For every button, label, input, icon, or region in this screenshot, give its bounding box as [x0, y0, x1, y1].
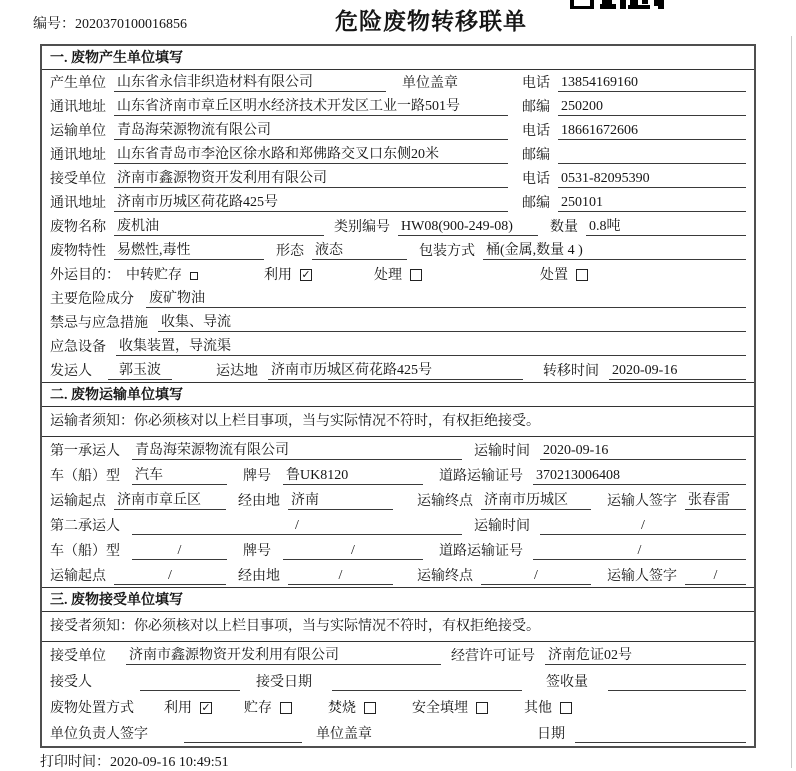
waste-property-label: 废物特性 — [50, 244, 106, 259]
shipper-value: 郭玉波 — [108, 361, 172, 380]
vehicle-type2-label: 车（船）型 — [50, 544, 120, 559]
producer-label: 产生单位 — [50, 76, 106, 91]
origin2-value: / — [114, 566, 226, 585]
row-hazard-component — [42, 286, 754, 310]
transporter-zip-value — [558, 145, 746, 164]
quantity-value: 0.8吨 — [586, 217, 746, 236]
origin1-label: 运输起点 — [50, 494, 106, 509]
receiver-address-label: 通讯地址 — [50, 196, 106, 211]
row-manager-signature — [42, 720, 754, 746]
sign1-label: 运输人签字 — [607, 494, 677, 509]
date-value — [575, 724, 746, 743]
physical-form-value: 液态 — [312, 241, 407, 260]
end1-label: 运输终点 — [417, 494, 473, 509]
producer-phone-label: 电话 — [522, 76, 550, 91]
road-license2-value: / — [533, 541, 746, 560]
row-recipient — [42, 668, 754, 694]
transport-time1-label: 运输时间 — [474, 444, 530, 459]
sign2-label: 运输人签字 — [607, 569, 677, 584]
transporter-address-label: 通讯地址 — [50, 148, 106, 163]
manager-signature-label: 单位负责人签字 — [50, 727, 148, 742]
via2-label: 经由地 — [238, 569, 280, 584]
emergency-equipment-value: 收集装置，导流渠 — [116, 337, 746, 356]
disposal-option-utilize-label: 利用 — [164, 701, 192, 716]
producer-seal-label: 单位盖章 — [402, 76, 458, 91]
destination-value: 济南市历城区荷花路425号 — [268, 361, 523, 380]
print-time-value: 2020-09-16 10:49:51 — [110, 755, 229, 770]
disposal-utilize-checkbox — [200, 702, 212, 714]
disposal-other-checkbox — [560, 702, 572, 714]
producer-address-value: 山东省济南市章丘区明水经济技术开发区工业一路501号 — [114, 97, 508, 116]
row-route2 — [42, 562, 754, 587]
row-emergency-equipment — [42, 334, 754, 358]
plate2-value: / — [283, 541, 423, 560]
purpose-option-utilize-label: 利用 — [264, 268, 292, 283]
receiver-phone-value: 0531-82095390 — [558, 169, 746, 188]
unit-seal-label: 单位盖章 — [316, 727, 372, 742]
transport-time1-value: 2020-09-16 — [540, 441, 746, 460]
transporter-value: 青岛海荣源物流有限公司 — [114, 121, 508, 140]
end2-label: 运输终点 — [417, 569, 473, 584]
receiver-address-value: 济南市历城区荷花路425号 — [114, 193, 508, 212]
category-code-value: HW08(900-249-08) — [398, 217, 538, 236]
disposal-storage-checkbox — [280, 702, 292, 714]
waste-name-label: 废物名称 — [50, 220, 106, 235]
receiver-notice: 接受者须知：你必须核对以上栏目事项，当与实际情况不符时，有权拒绝接受。 — [42, 612, 754, 642]
second-carrier-label: 第二承运人 — [50, 519, 120, 534]
disposal-method-label: 废物处置方式 — [50, 701, 134, 716]
packing-value: 桶(金属,数量 4 ) — [483, 241, 746, 260]
carrier-notice: 运输者须知：你必须核对以上栏目事项，当与实际情况不符时，有权拒绝接受。 — [42, 407, 754, 437]
serial-number-line — [33, 13, 187, 33]
shipper-label: 发运人 — [50, 364, 92, 379]
plate2-label: 牌号 — [243, 544, 271, 559]
vehicle-type1-value: 汽车 — [132, 466, 227, 485]
purpose-option-treat-label: 处理 — [374, 268, 402, 283]
transporter-zip-label: 邮编 — [522, 148, 550, 163]
origin1-value: 济南市章丘区 — [114, 491, 226, 510]
destination-label: 运达地 — [216, 364, 258, 379]
checkbox-mark: ✓ — [301, 269, 311, 281]
receiver-label: 接受单位 — [50, 172, 106, 187]
accepting-unit-value: 济南市鑫源物资开发利用有限公司 — [126, 646, 441, 665]
row-waste-name — [42, 214, 754, 238]
purpose-dispose-checkbox — [576, 269, 588, 281]
disposal-option-landfill-label: 安全填埋 — [412, 701, 468, 716]
receive-date-label: 接受日期 — [256, 675, 312, 690]
print-time-line — [40, 751, 229, 771]
transport-time2-value: / — [540, 516, 746, 535]
origin2-label: 运输起点 — [50, 569, 106, 584]
hazard-component-label: 主要危险成分 — [50, 292, 134, 307]
received-qty-value — [608, 672, 746, 691]
row-vehicle2 — [42, 537, 754, 562]
waste-name-value: 废机油 — [114, 217, 324, 236]
via1-label: 经由地 — [238, 494, 280, 509]
first-carrier-label: 第一承运人 — [50, 444, 120, 459]
purpose-treat-checkbox — [410, 269, 422, 281]
row-emergency-measures — [42, 310, 754, 334]
category-code-label: 类别编号 — [334, 220, 390, 235]
section3-heading: 三. 废物接受单位填写 — [42, 587, 754, 612]
receiver-phone-label: 电话 — [522, 172, 550, 187]
producer-zip-value: 250200 — [558, 97, 746, 116]
physical-form-label: 形态 — [276, 244, 304, 259]
via1-value: 济南 — [288, 491, 393, 510]
road-license1-value: 370213006408 — [533, 466, 746, 485]
qr-code-fragment — [570, 0, 664, 9]
purpose-transfer-storage-checkbox — [190, 272, 198, 280]
plate1-value: 鲁UK8120 — [283, 466, 423, 485]
purpose-option-dispose-label: 处置 — [540, 268, 568, 283]
end2-value: / — [481, 566, 591, 585]
vehicle-type2-value: / — [132, 541, 227, 560]
emergency-measures-label: 禁忌与应急措施 — [50, 316, 148, 331]
row-transporter — [42, 118, 754, 142]
sign1-value: 张春雷 — [685, 491, 746, 510]
transfer-time-value: 2020-09-16 — [609, 361, 746, 380]
transporter-label: 运输单位 — [50, 124, 106, 139]
checkbox-mark: ✓ — [201, 702, 211, 714]
recipient-label: 接受人 — [50, 675, 92, 690]
hazard-component-value: 废矿物油 — [146, 289, 746, 308]
disposal-option-incinerate-label: 焚烧 — [328, 701, 356, 716]
recipient-value — [140, 672, 240, 691]
emergency-measures-value: 收集、导流 — [158, 313, 746, 332]
accepting-unit-label: 接受单位 — [50, 649, 106, 664]
row-first-carrier — [42, 437, 754, 462]
row-waste-property — [42, 238, 754, 262]
sign2-value: / — [685, 566, 746, 585]
producer-phone-value: 13854169160 — [558, 73, 746, 92]
purpose-label: 外运目的： — [50, 268, 120, 283]
page-edge-divider — [791, 36, 792, 768]
waste-property-value: 易燃性,毒性 — [114, 241, 264, 260]
second-carrier-value: / — [132, 516, 462, 535]
row-second-carrier — [42, 512, 754, 537]
producer-value: 山东省永信非织造材料有限公司 — [114, 73, 386, 92]
transport-time2-label: 运输时间 — [474, 519, 530, 534]
receiver-zip-label: 邮编 — [522, 196, 550, 211]
row-vehicle1 — [42, 462, 754, 487]
producer-address-label: 通讯地址 — [50, 100, 106, 115]
row-route1 — [42, 487, 754, 512]
purpose-option-transfer-storage-label: 中转贮存 — [126, 268, 182, 283]
row-disposal-method — [42, 694, 754, 720]
serial-value: 2020370100016856 — [75, 17, 187, 32]
plate1-label: 牌号 — [243, 469, 271, 484]
row-producer-address — [42, 94, 754, 118]
disposal-option-other-label: 其他 — [524, 701, 552, 716]
producer-zip-label: 邮编 — [522, 100, 550, 115]
transfer-time-label: 转移时间 — [543, 364, 599, 379]
manager-signature-value — [184, 724, 302, 743]
road-license1-label: 道路运输证号 — [439, 469, 523, 484]
disposal-incinerate-checkbox — [364, 702, 376, 714]
end1-value: 济南市历城区 — [481, 491, 591, 510]
page-title: 危险废物转移联单 — [335, 9, 527, 34]
section1-heading: 一. 废物产生单位填写 — [42, 46, 754, 70]
row-transport-purpose — [42, 262, 754, 286]
section2-heading: 二. 废物运输单位填写 — [42, 382, 754, 407]
transporter-address-value: 山东省青岛市李沧区徐水路和郑佛路交叉口东侧20米 — [114, 145, 508, 164]
transporter-phone-label: 电话 — [522, 124, 550, 139]
row-shipper — [42, 358, 754, 382]
first-carrier-value: 青岛海荣源物流有限公司 — [132, 441, 462, 460]
road-license2-label: 道路运输证号 — [439, 544, 523, 559]
row-receiver — [42, 166, 754, 190]
permit-number-label: 经营许可证号 — [451, 649, 535, 664]
receiver-zip-value: 250101 — [558, 193, 746, 212]
row-receiver-address — [42, 190, 754, 214]
via2-value: / — [288, 566, 393, 585]
purpose-utilize-checkbox — [300, 269, 312, 281]
disposal-landfill-checkbox — [476, 702, 488, 714]
receiver-value: 济南市鑫源物资开发利用有限公司 — [114, 169, 508, 188]
received-qty-label: 签收量 — [546, 675, 588, 690]
row-transporter-address — [42, 142, 754, 166]
permit-number-value: 济南危证02号 — [545, 646, 746, 665]
row-producer — [42, 70, 754, 94]
receive-date-value — [332, 672, 522, 691]
quantity-label: 数量 — [550, 220, 578, 235]
manifest-form — [40, 44, 756, 748]
date-label: 日期 — [537, 727, 565, 742]
vehicle-type1-label: 车（船）型 — [50, 469, 120, 484]
print-time-label: 打印时间： — [40, 755, 110, 770]
packing-label: 包装方式 — [419, 244, 475, 259]
serial-label: 编号： — [33, 17, 75, 32]
emergency-equipment-label: 应急设备 — [50, 340, 106, 355]
transporter-phone-value: 18661672606 — [558, 121, 746, 140]
disposal-option-storage-label: 贮存 — [244, 701, 272, 716]
row-accepting-unit — [42, 642, 754, 668]
